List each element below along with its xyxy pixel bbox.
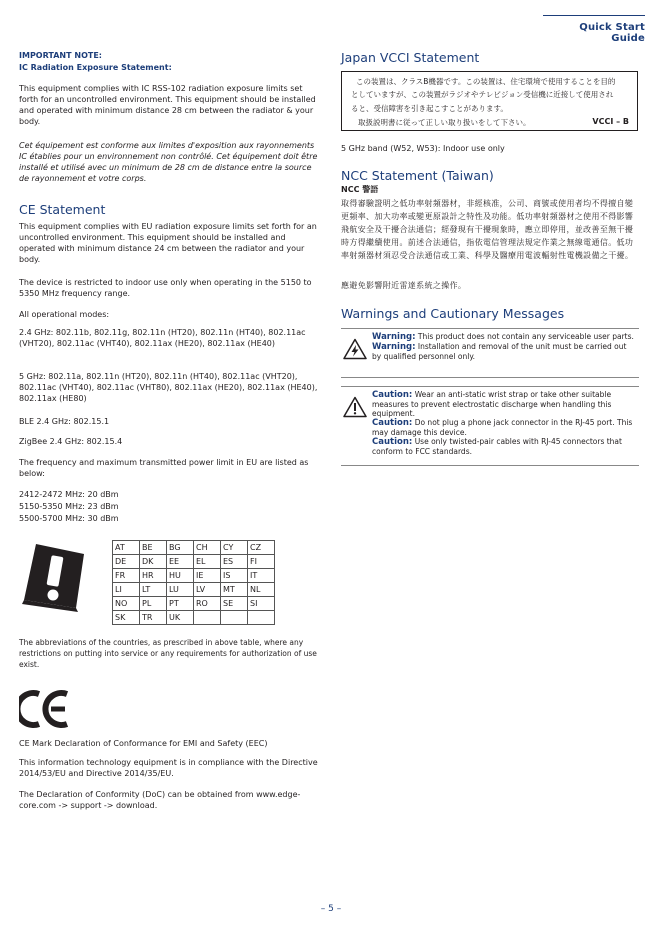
ce-frequency-intro: The frequency and maximum transmitted power limit in EU are listed as below: — [19, 458, 309, 478]
warning-text — [372, 332, 634, 361]
ce-ble: BLE 2.4 GHz: 802.15.1 — [19, 417, 110, 426]
country-cell: SI — [248, 597, 275, 611]
country-cell: CY — [221, 541, 248, 555]
country-cell: FR — [113, 569, 140, 583]
ncc-subheading: NCC 警語 — [341, 185, 379, 194]
warning-label-1: Warning: — [372, 332, 416, 342]
warning-block — [341, 331, 639, 376]
page-header-title: Quick Start Guide — [543, 15, 645, 44]
vcci-line-4: 取扱説明書に従って正しい取り扱いをして下さい。 — [358, 118, 531, 127]
caution-bottom-rule — [341, 465, 639, 466]
vcci-line-2: としていますが、この装置がラジオやテレビジョン受信機に近接して使用され — [351, 90, 614, 99]
page-number: – 5 – — [320, 904, 342, 914]
ce-modes-24ghz: 2.4 GHz: 802.11b, 802.11g, 802.11n (HT20), 802.11n (HT40), 802.11ac (VHT20), 802.11ac (VHT40), 802.11ax (HE20), 802.11ax (HE40) — [19, 328, 306, 348]
ce-statement-heading: CE Statement — [19, 202, 106, 217]
caution-label-2: Caution: — [372, 418, 413, 428]
country-abbreviation-note: The abbreviations of the countries, as prescribed in above table, where any restrictions on putting into service or any requirements for authorization of use exist. — [19, 638, 317, 669]
country-cell: EE — [167, 555, 194, 569]
country-row — [113, 541, 275, 555]
country-restriction-table — [112, 540, 275, 625]
country-cell: DK — [140, 555, 167, 569]
country-cell: AT — [113, 541, 140, 555]
country-cell: CZ — [248, 541, 275, 555]
country-cell: NO — [113, 597, 140, 611]
country-cell: ES — [221, 555, 248, 569]
vcci-line-1: この装置は、クラスB機器です。この装置は、住宅環境で使用することを目的 — [356, 77, 616, 86]
warning-top-rule — [341, 328, 639, 329]
country-cell: EL — [194, 555, 221, 569]
country-cell: LT — [140, 583, 167, 597]
electric-hazard-icon — [343, 338, 367, 360]
country-cell: MT — [221, 583, 248, 597]
caution-top-rule — [341, 386, 639, 387]
ce-modes-label: All operational modes: — [19, 310, 110, 319]
ncc-radar-note: 應避免影響附近雷達系統之操作。 — [341, 281, 467, 290]
country-row — [113, 569, 275, 583]
vcci-heading: Japan VCCI Statement — [341, 50, 480, 65]
power-limit-2: 5150-5350 MHz: 23 dBm — [19, 502, 119, 511]
country-cell: NL — [248, 583, 275, 597]
country-cell: SK — [113, 611, 140, 625]
caution-text-1: Wear an anti-static wrist strap or take other suitable measures to prevent electrostatic discharge when handling this equipment. — [372, 390, 612, 418]
country-cell: DE — [113, 555, 140, 569]
warnings-heading: Warnings and Cautionary Messages — [341, 306, 565, 321]
warning-label-2: Warning: — [372, 342, 416, 352]
caution-label-1: Caution: — [372, 390, 413, 400]
ncc-paragraph: 取得審驗證明之低功率射頻器材，非經核准，公司、商號或使用者均不得擅自變更頻率、加大功率或變更原設計之特性及功能。低功率射頻器材之使用不得影響飛航安全及干擾合法通信；經發現有干擾現象時，應立即停用，並改善至無干擾時方得繼續使用。前述合法通信，指依電信管理法規定作業之無線電通信。低功率射頻器材須忍受合法通信或工業、科學及醫療用電波輻射性電機設備之干擾。 — [341, 199, 634, 260]
caution-text-3: Use only twisted-pair cables with RJ-45 connectors that conform to FCC standards. — [372, 437, 622, 456]
country-row — [113, 611, 275, 625]
country-cell — [221, 611, 248, 625]
ce-modes-5ghz: 5 GHz: 802.11a, 802.11n (HT20), 802.11n (HT40), 802.11ac (VHT20), 802.11ac (VHT40), 802.11ac (VHT80), 802.11ax (HE20), 802.11ax (HE40), 802.11ax (HE80) — [19, 372, 318, 403]
country-cell: TR — [140, 611, 167, 625]
ce-directive-compliance: This information technology equipment is in compliance with the Directive 2014/53/EU and Directive 2014/35/EU. — [19, 758, 318, 778]
country-cell: LV — [194, 583, 221, 597]
country-cell: FI — [248, 555, 275, 569]
ce-paragraph-exposure: This equipment complies with EU radiation exposure limits set forth for an uncontrolled environment. This equipment should be installed and operated with minimum distance 24 cm between the radiator and your body. — [19, 222, 317, 264]
vcci-line-3: ると、受信障害を引き起こすことがあります。 — [351, 104, 508, 113]
country-cell: UK — [167, 611, 194, 625]
ce-zigbee: ZigBee 2.4 GHz: 802.15.4 — [19, 437, 123, 446]
country-row — [113, 555, 275, 569]
power-limit-3: 5500-5700 MHz: 30 dBm — [19, 514, 119, 523]
ic-paragraph-en: This equipment complies with IC RSS-102 radiation exposure limits set forth for an uncontrolled environment. This equipment should be installed and operated with minimum distance 28 cm between the radiator & your body. — [19, 84, 316, 126]
vcci-class-tag: VCCI – B — [592, 117, 629, 126]
country-cell: PT — [167, 597, 194, 611]
restriction-exclamation-icon — [18, 540, 90, 612]
country-cell: SE — [221, 597, 248, 611]
ce-mark-declaration: CE Mark Declaration of Conformance for EMI and Safety (EEC) — [19, 739, 268, 748]
caution-label-3: Caution: — [372, 437, 413, 447]
country-cell: BG — [167, 541, 194, 555]
country-cell: HR — [140, 569, 167, 583]
country-row — [113, 597, 275, 611]
ncc-heading: NCC Statement (Taiwan) — [341, 168, 494, 183]
warning-text-2: Installation and removal of the unit must be carried out by qualified personnel only. — [372, 342, 627, 361]
important-note-title: IMPORTANT NOTE: — [19, 51, 102, 60]
country-cell: IE — [194, 569, 221, 583]
country-cell: HU — [167, 569, 194, 583]
country-row — [113, 583, 275, 597]
country-cell — [194, 611, 221, 625]
country-cell: RO — [194, 597, 221, 611]
country-cell: LI — [113, 583, 140, 597]
warning-mid-rule — [341, 377, 639, 378]
vcci-band-note: 5 GHz band (W52, W53): Indoor use only — [341, 144, 505, 153]
country-cell: PL — [140, 597, 167, 611]
country-cell: IS — [221, 569, 248, 583]
warning-text-1: This product does not contain any serviceable user parts. — [417, 332, 634, 341]
caution-block — [341, 389, 639, 461]
country-cell: IT — [248, 569, 275, 583]
country-cell: CH — [194, 541, 221, 555]
country-cell — [248, 611, 275, 625]
caution-exclamation-icon — [343, 396, 367, 418]
vcci-statement-box — [341, 71, 638, 131]
ic-paragraph-fr: Cet équipement est conforme aux limites d'exposition aux rayonnements IC établies pour un environnement non contrôlé. Cet équipement doit être installé et utilisé avec un minimum de 28 cm de distance entre la source de rayonnement et votre corps. — [19, 141, 318, 183]
country-cell: LU — [167, 583, 194, 597]
ce-paragraph-indoor: The device is restricted to indoor use only when operating in the 5150 to 5350 MHz frequency range. — [19, 278, 312, 298]
ic-statement-subtitle: IC Radiation Exposure Statement: — [19, 63, 172, 72]
ce-mark-logo — [19, 688, 73, 730]
ce-doc-download: The Declaration of Conformity (DoC) can be obtained from www.edge-core.com -> support -> download. — [19, 790, 301, 810]
power-limit-1: 2412-2472 MHz: 20 dBm — [19, 490, 119, 499]
country-cell: BE — [140, 541, 167, 555]
caution-text — [372, 390, 634, 456]
caution-text-2: Do not plug a phone jack connector in the RJ-45 port. This may damage this device. — [372, 418, 633, 437]
